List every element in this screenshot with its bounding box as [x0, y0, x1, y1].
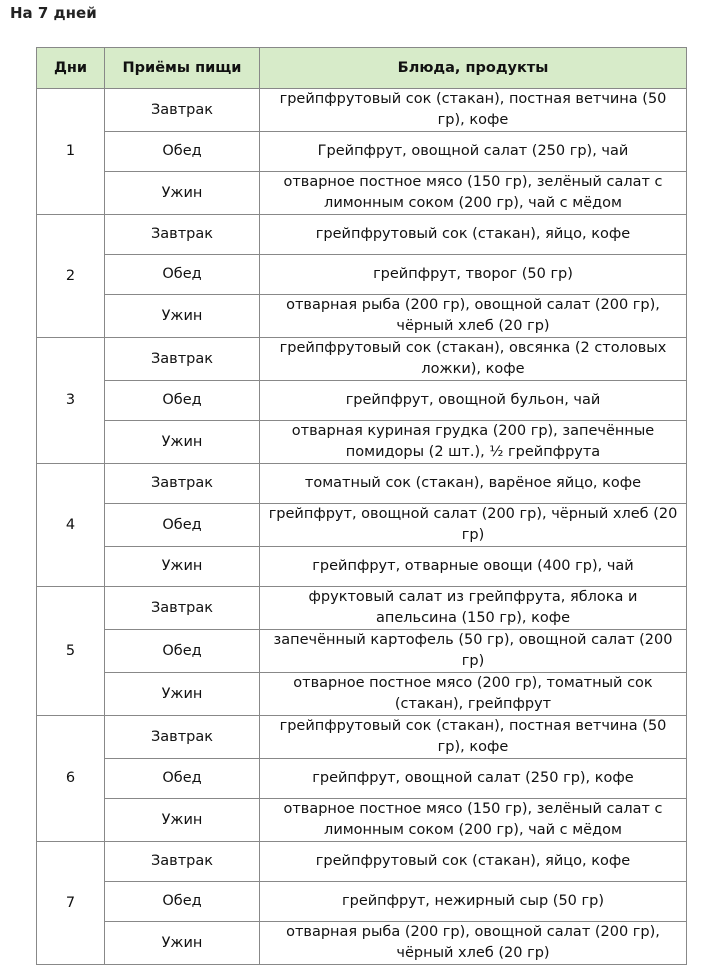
- table-row: [37, 338, 687, 381]
- dish-cell: грейпфрутовый сок (стакан), постная ветчина (50 гр), кофе: [260, 716, 687, 759]
- meal-cell: Ужин: [105, 421, 260, 464]
- dish-cell: грейпфрут, отварные овощи (400 гр), чай: [260, 547, 687, 587]
- day-number-cell: 6: [37, 716, 105, 842]
- table-row: [37, 799, 687, 842]
- meal-cell: Завтрак: [105, 338, 260, 381]
- dish-cell: отварная куриная грудка (200 гр), запечённые помидоры (2 шт.), ½ грейпфрута: [260, 421, 687, 464]
- day-number-cell: 7: [37, 842, 105, 965]
- dish-cell: грейпфрутовый сок (стакан), постная ветчина (50 гр), кофе: [260, 89, 687, 132]
- diet-table: [36, 47, 687, 965]
- meal-cell: Обед: [105, 381, 260, 421]
- dish-cell: томатный сок (стакан), варёное яйцо, кофе: [260, 464, 687, 504]
- day-number-cell: 1: [37, 89, 105, 215]
- meal-cell: Ужин: [105, 172, 260, 215]
- table-row: [37, 172, 687, 215]
- meal-cell: Ужин: [105, 547, 260, 587]
- table-row: [37, 587, 687, 630]
- meal-cell: Ужин: [105, 295, 260, 338]
- dish-cell: грейпфрут, овощной салат (250 гр), кофе: [260, 759, 687, 799]
- dish-cell: грейпфрут, творог (50 гр): [260, 255, 687, 295]
- dish-cell: грейпфрутовый сок (стакан), яйцо, кофе: [260, 215, 687, 255]
- table-row: [37, 922, 687, 965]
- table-row: [37, 421, 687, 464]
- table-row: [37, 464, 687, 504]
- dish-cell: запечённый картофель (50 гр), овощной салат (200 гр): [260, 630, 687, 673]
- meal-cell: Обед: [105, 504, 260, 547]
- dish-cell: грейпфрутовый сок (стакан), овсянка (2 столовых ложки), кофе: [260, 338, 687, 381]
- table-row: [37, 630, 687, 673]
- day-number-cell: 2: [37, 215, 105, 338]
- dish-cell: отварное постное мясо (150 гр), зелёный салат с лимонным соком (200 гр), чай с мёдом: [260, 799, 687, 842]
- meal-cell: Ужин: [105, 673, 260, 716]
- table-row: [37, 381, 687, 421]
- page-heading: На 7 дней: [10, 4, 97, 22]
- dish-cell: отварное постное мясо (150 гр), зелёный салат с лимонным соком (200 гр), чай с мёдом: [260, 172, 687, 215]
- meal-cell: Завтрак: [105, 716, 260, 759]
- meal-cell: Обед: [105, 255, 260, 295]
- dish-cell: отварное постное мясо (200 гр), томатный сок (стакан), грейпфрут: [260, 673, 687, 716]
- column-header-meals: Приёмы пищи: [105, 48, 260, 89]
- dish-cell: отварная рыба (200 гр), овощной салат (200 гр), чёрный хлеб (20 гр): [260, 922, 687, 965]
- meal-cell: Обед: [105, 132, 260, 172]
- dish-cell: Грейпфрут, овощной салат (250 гр), чай: [260, 132, 687, 172]
- dish-cell: грейпфрут, овощной бульон, чай: [260, 381, 687, 421]
- dish-cell: грейпфрут, овощной салат (200 гр), чёрный хлеб (20 гр): [260, 504, 687, 547]
- meal-cell: Завтрак: [105, 89, 260, 132]
- table-row: [37, 716, 687, 759]
- table-row: [37, 882, 687, 922]
- meal-cell: Завтрак: [105, 842, 260, 882]
- day-number-cell: 4: [37, 464, 105, 587]
- table-row: [37, 504, 687, 547]
- dish-cell: фруктовый салат из грейпфрута, яблока и апельсина (150 гр), кофе: [260, 587, 687, 630]
- table-row: [37, 295, 687, 338]
- table-row: [37, 842, 687, 882]
- column-header-days: Дни: [37, 48, 105, 89]
- meal-cell: Ужин: [105, 799, 260, 842]
- dish-cell: отварная рыба (200 гр), овощной салат (200 гр), чёрный хлеб (20 гр): [260, 295, 687, 338]
- meal-cell: Обед: [105, 759, 260, 799]
- table-row: [37, 759, 687, 799]
- meal-cell: Ужин: [105, 922, 260, 965]
- meal-cell: Обед: [105, 882, 260, 922]
- table-row: [37, 547, 687, 587]
- table-row: [37, 215, 687, 255]
- dish-cell: грейпфрут, нежирный сыр (50 гр): [260, 882, 687, 922]
- table-row: [37, 89, 687, 132]
- table-row: [37, 255, 687, 295]
- dish-cell: грейпфрутовый сок (стакан), яйцо, кофе: [260, 842, 687, 882]
- meal-cell: Завтрак: [105, 587, 260, 630]
- table-row: [37, 673, 687, 716]
- day-number-cell: 5: [37, 587, 105, 716]
- day-number-cell: 3: [37, 338, 105, 464]
- column-header-dishes: Блюда, продукты: [260, 48, 687, 89]
- table-body: [37, 89, 687, 965]
- meal-cell: Обед: [105, 630, 260, 673]
- table-header-row: [37, 48, 687, 89]
- table-row: [37, 132, 687, 172]
- meal-cell: Завтрак: [105, 464, 260, 504]
- meal-cell: Завтрак: [105, 215, 260, 255]
